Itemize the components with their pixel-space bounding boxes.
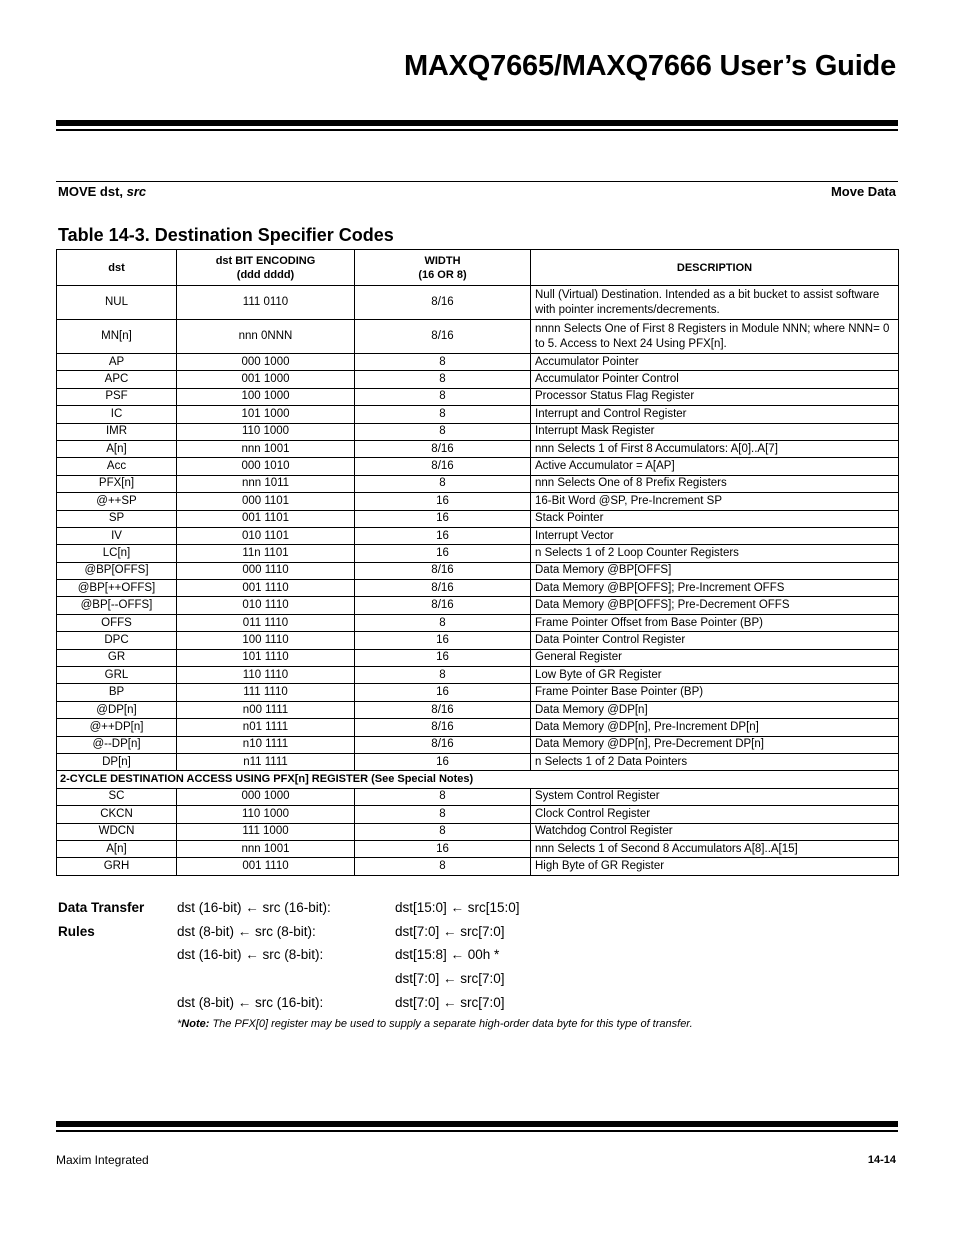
cell-encoding: n11 1111 — [177, 753, 355, 770]
cell-width: 8/16 — [355, 736, 531, 753]
rule-right: dst[7:0] ← src[7:0] — [395, 995, 505, 1010]
cell-encoding: 100 1110 — [177, 632, 355, 649]
cell-dst: GR — [57, 649, 177, 666]
cell-width: 16 — [355, 632, 531, 649]
rule-left: dst (8-bit) ← src (16-bit): — [177, 995, 324, 1010]
table-row — [57, 580, 899, 597]
cell-width: 16 — [355, 493, 531, 510]
cell-encoding: 11n 1101 — [177, 545, 355, 562]
table-row — [57, 840, 899, 857]
rules-label-line2: Rules — [58, 924, 95, 939]
cell-description: Data Memory @DP[n], Pre-Decrement DP[n] — [531, 736, 899, 753]
cell-dst: APC — [57, 371, 177, 388]
table-row — [57, 493, 899, 510]
cell-encoding: 111 1110 — [177, 684, 355, 701]
header-encoding — [177, 250, 355, 286]
table-row — [57, 286, 899, 320]
cell-encoding: 000 1000 — [177, 354, 355, 371]
cell-width: 8/16 — [355, 562, 531, 579]
header-width-line1: WIDTH — [424, 254, 461, 267]
table-row — [57, 684, 899, 701]
page-number: 14-14 — [867, 1154, 896, 1166]
cell-width: 8 — [355, 823, 531, 840]
cell-width: 8 — [355, 475, 531, 492]
cell-dst: GRH — [57, 858, 177, 875]
cell-dst: OFFS — [57, 614, 177, 631]
cell-dst: @++SP — [57, 493, 177, 510]
cell-width: 16 — [355, 649, 531, 666]
cell-description: General Register — [531, 649, 899, 666]
rule-right: dst[15:0] ← src[15:0] — [395, 900, 520, 915]
cell-width: 8 — [355, 806, 531, 823]
cell-encoding: 001 1000 — [177, 371, 355, 388]
cell-description: Frame Pointer Offset from Base Pointer (BP) — [531, 614, 899, 631]
header-rule — [56, 120, 898, 126]
cell-description: Interrupt Vector — [531, 527, 899, 544]
table-row — [57, 858, 899, 875]
cell-width: 8/16 — [355, 701, 531, 718]
cell-encoding: 010 1101 — [177, 527, 355, 544]
header-description: DESCRIPTION — [531, 250, 899, 286]
cell-dst: NUL — [57, 286, 177, 320]
cell-dst: BP — [57, 684, 177, 701]
cell-dst: IC — [57, 406, 177, 423]
cell-encoding: 110 1000 — [177, 423, 355, 440]
cell-width: 8/16 — [355, 580, 531, 597]
cell-description: n Selects 1 of 2 Data Pointers — [531, 753, 899, 770]
cell-description: n Selects 1 of 2 Loop Counter Registers — [531, 545, 899, 562]
cell-description: Stack Pointer — [531, 510, 899, 527]
cell-description: Data Memory @BP[OFFS]; Pre-Increment OFFS — [531, 580, 899, 597]
cell-encoding: 001 1101 — [177, 510, 355, 527]
footer-rule — [56, 1121, 898, 1127]
document-title: MAXQ7665/MAXQ7666 User’s Guide — [403, 50, 896, 82]
cell-encoding: 000 1010 — [177, 458, 355, 475]
table-row — [57, 597, 899, 614]
cell-encoding: 110 1110 — [177, 667, 355, 684]
destination-codes-table — [56, 249, 899, 876]
table-row — [57, 371, 899, 388]
table-row — [57, 806, 899, 823]
cell-description: Watchdog Control Register — [531, 823, 899, 840]
cell-description: Interrupt and Control Register — [531, 406, 899, 423]
cell-encoding: n00 1111 — [177, 701, 355, 718]
instruction-syntax — [58, 184, 146, 199]
cell-description: Low Byte of GR Register — [531, 667, 899, 684]
header-encoding-line1: dst BIT ENCODING — [215, 254, 316, 267]
cell-description: 16-Bit Word @SP, Pre-Increment SP — [531, 493, 899, 510]
cell-dst: CKCN — [57, 806, 177, 823]
table-row — [57, 406, 899, 423]
cell-dst: Acc — [57, 458, 177, 475]
table-row — [57, 354, 899, 371]
table-header-row — [57, 250, 899, 286]
cell-encoding: 000 1000 — [177, 788, 355, 805]
section-heading-row — [57, 771, 899, 788]
cell-dst: DPC — [57, 632, 177, 649]
cell-width: 8 — [355, 406, 531, 423]
cell-description: Frame Pointer Base Pointer (BP) — [531, 684, 899, 701]
cell-dst: MN[n] — [57, 320, 177, 354]
table-row — [57, 719, 899, 736]
cell-width: 8/16 — [355, 320, 531, 354]
cell-dst: PSF — [57, 388, 177, 405]
cell-encoding: n10 1111 — [177, 736, 355, 753]
cell-dst: LC[n] — [57, 545, 177, 562]
header-rule-thin — [56, 129, 898, 131]
cell-encoding: 000 1110 — [177, 562, 355, 579]
cell-dst: DP[n] — [57, 753, 177, 770]
table-row — [57, 667, 899, 684]
note-label: Note: — [181, 1018, 210, 1030]
table-row — [57, 458, 899, 475]
cell-dst: @++DP[n] — [57, 719, 177, 736]
cell-dst: @DP[n] — [57, 701, 177, 718]
rule-right: dst[15:8] ← 00h * — [395, 947, 500, 962]
table-row — [57, 649, 899, 666]
cell-width: 16 — [355, 684, 531, 701]
cell-description: Data Memory @DP[n], Pre-Increment DP[n] — [531, 719, 899, 736]
table-row — [57, 614, 899, 631]
header-dst: dst — [57, 250, 177, 286]
header-width-line2: (16 OR 8) — [418, 268, 467, 281]
cell-width: 16 — [355, 510, 531, 527]
cell-dst: AP — [57, 354, 177, 371]
cell-encoding: 001 1110 — [177, 858, 355, 875]
table-row — [57, 701, 899, 718]
cell-encoding: 011 1110 — [177, 614, 355, 631]
table-row — [57, 510, 899, 527]
cell-dst: @BP[OFFS] — [57, 562, 177, 579]
cell-width: 16 — [355, 545, 531, 562]
table-row — [57, 562, 899, 579]
table-row — [57, 545, 899, 562]
cell-width: 8/16 — [355, 597, 531, 614]
cell-width: 16 — [355, 753, 531, 770]
table-row — [57, 527, 899, 544]
table-row — [57, 388, 899, 405]
footer-company: Maxim Integrated — [56, 1153, 149, 1167]
cell-width: 16 — [355, 840, 531, 857]
cell-description: Interrupt Mask Register — [531, 423, 899, 440]
transfer-note — [177, 1018, 693, 1030]
instruction-header — [58, 184, 896, 199]
cell-description: Data Memory @BP[OFFS] — [531, 562, 899, 579]
cell-description: Processor Status Flag Register — [531, 388, 899, 405]
cell-encoding: 000 1101 — [177, 493, 355, 510]
table-row — [57, 440, 899, 457]
cell-encoding: 101 1110 — [177, 649, 355, 666]
cell-encoding: nnn 0NNN — [177, 320, 355, 354]
cell-encoding: 111 1000 — [177, 823, 355, 840]
footer-rule-thin — [56, 1130, 898, 1132]
cell-dst: WDCN — [57, 823, 177, 840]
note-text: The PFX[0] register may be used to supply a separate high-order data byte for this type of transfer. — [209, 1018, 693, 1030]
cell-width: 8/16 — [355, 440, 531, 457]
cell-dst: GRL — [57, 667, 177, 684]
header-encoding-line2: (ddd dddd) — [236, 268, 295, 281]
rule-right: dst[7:0] ← src[7:0] — [395, 971, 505, 986]
cell-description: Data Memory @DP[n] — [531, 701, 899, 718]
cell-description: Accumulator Pointer — [531, 354, 899, 371]
cell-description: nnn Selects 1 of First 8 Accumulators: A[0]..A[7] — [531, 440, 899, 457]
cell-width: 16 — [355, 527, 531, 544]
cell-description: nnn Selects 1 of Second 8 Accumulators A[8]..A[15] — [531, 840, 899, 857]
cell-description: Active Accumulator = A[AP] — [531, 458, 899, 475]
instruction-src: src — [126, 184, 147, 199]
cell-dst: IV — [57, 527, 177, 544]
section-heading: 2-CYCLE DESTINATION ACCESS USING PFX[n] REGISTER (See Special Notes) — [57, 771, 899, 788]
cell-encoding: nnn 1001 — [177, 840, 355, 857]
cell-description: High Byte of GR Register — [531, 858, 899, 875]
cell-width: 8/16 — [355, 458, 531, 475]
cell-dst: @BP[--OFFS] — [57, 597, 177, 614]
cell-encoding: 101 1000 — [177, 406, 355, 423]
instruction-name: MOVE dst, — [58, 184, 127, 199]
cell-description: nnn Selects One of 8 Prefix Registers — [531, 475, 899, 492]
cell-dst: PFX[n] — [57, 475, 177, 492]
header-width — [355, 250, 531, 286]
note-mark: * — [177, 1018, 182, 1030]
table-row — [57, 475, 899, 492]
cell-width: 8 — [355, 423, 531, 440]
cell-description: Null (Virtual) Destination. Intended as a bit bucket to assist software with pointer increments/decrements. — [531, 286, 899, 320]
instruction-divider — [56, 181, 898, 182]
cell-encoding: nnn 1001 — [177, 440, 355, 457]
rule-right: dst[7:0] ← src[7:0] — [395, 924, 505, 939]
cell-dst: SP — [57, 510, 177, 527]
cell-encoding: 010 1110 — [177, 597, 355, 614]
cell-width: 8 — [355, 788, 531, 805]
cell-width: 8 — [355, 614, 531, 631]
rule-left: dst (16-bit) ← src (16-bit): — [177, 900, 331, 915]
instruction-description: Move Data — [830, 184, 896, 199]
rule-left: dst (16-bit) ← src (8-bit): — [177, 947, 324, 962]
cell-description: Clock Control Register — [531, 806, 899, 823]
table-row — [57, 320, 899, 354]
cell-dst: @--DP[n] — [57, 736, 177, 753]
cell-dst: SC — [57, 788, 177, 805]
cell-width: 8 — [355, 858, 531, 875]
cell-encoding: n01 1111 — [177, 719, 355, 736]
cell-description: Accumulator Pointer Control — [531, 371, 899, 388]
cell-dst: A[n] — [57, 840, 177, 857]
cell-dst: @BP[++OFFS] — [57, 580, 177, 597]
table-row — [57, 632, 899, 649]
cell-width: 8/16 — [355, 286, 531, 320]
cell-description: System Control Register — [531, 788, 899, 805]
cell-width: 8 — [355, 354, 531, 371]
cell-description: Data Pointer Control Register — [531, 632, 899, 649]
table-row — [57, 753, 899, 770]
cell-width: 8 — [355, 667, 531, 684]
cell-width: 8 — [355, 388, 531, 405]
table-row — [57, 823, 899, 840]
cell-encoding: 001 1110 — [177, 580, 355, 597]
cell-description: Data Memory @BP[OFFS]; Pre-Decrement OFFS — [531, 597, 899, 614]
table-caption: Table 14-3. Destination Specifier Codes — [58, 225, 394, 245]
table-row — [57, 736, 899, 753]
cell-encoding: 110 1000 — [177, 806, 355, 823]
rules-label-line1: Data Transfer — [58, 900, 145, 915]
cell-encoding: 111 0110 — [177, 286, 355, 320]
cell-encoding: 100 1000 — [177, 388, 355, 405]
cell-dst: IMR — [57, 423, 177, 440]
cell-description: nnnn Selects One of First 8 Registers in Module NNN; where NNN= 0 to 5. Access to Next 24 Using PFX[n]. — [531, 320, 899, 354]
table-row — [57, 423, 899, 440]
cell-width: 8 — [355, 371, 531, 388]
cell-width: 8/16 — [355, 719, 531, 736]
cell-dst: A[n] — [57, 440, 177, 457]
table-row — [57, 788, 899, 805]
rule-left: dst (8-bit) ← src (8-bit): — [177, 924, 316, 939]
cell-encoding: nnn 1011 — [177, 475, 355, 492]
